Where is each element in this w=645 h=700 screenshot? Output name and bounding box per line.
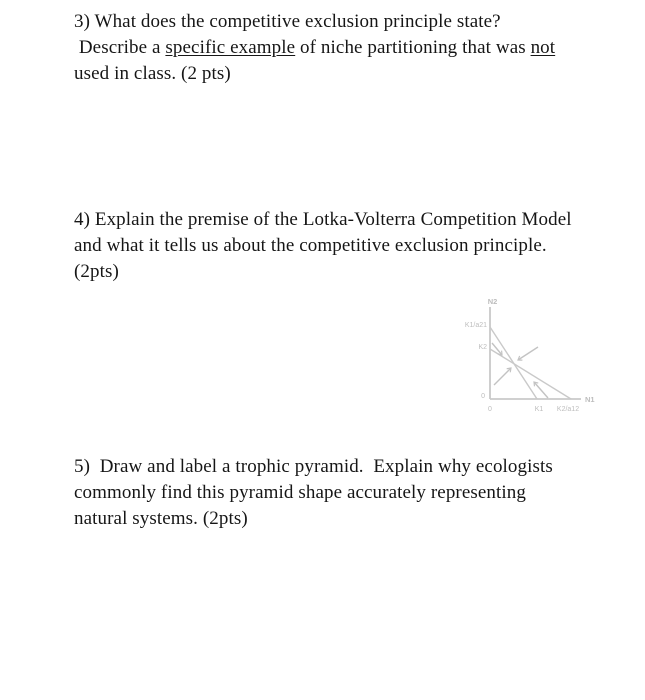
lotka-volterra-isocline-diagram [455, 288, 605, 420]
question-4 [74, 207, 572, 285]
k2-over-a12-tick-label: K2/a12 [556, 406, 580, 413]
question-4-line-1: 4) Explain the premise of the Lotka-Volterra Competition Model [74, 209, 572, 230]
y-origin-zero-label: 0 [481, 393, 485, 400]
question-3 [74, 9, 555, 87]
question-4-line-3: (2pts) [74, 261, 119, 282]
question-4-line-2: and what it tells us about the competitive exclusion principle. [74, 235, 547, 256]
k1-over-a21-tick-label: K1/a21 [464, 322, 487, 329]
question-5-line-2: commonly find this pyramid shape accurately representing [74, 482, 526, 503]
question-3-line-2-start: Describe a [74, 37, 166, 58]
question-5-line-1: 5) Draw and label a trophic pyramid. Explain why ecologists [74, 456, 553, 477]
question-3-line-1: 3) What does the competitive exclusion principle state? [74, 11, 501, 32]
question-5 [74, 454, 553, 532]
arrow-lower-right [534, 382, 548, 398]
question-3-line-2-middle: of niche partitioning that was [295, 37, 531, 58]
arrow-upper-right [518, 347, 538, 360]
question-3-underline-not: not [530, 37, 556, 58]
n2-axis-label: N2 [487, 297, 498, 306]
question-3-line-2 [74, 35, 555, 61]
n1-axis-label: N1 [585, 395, 595, 404]
k2-tick-label: K2 [478, 344, 487, 351]
question-3-underline-specific-example: specific example [165, 37, 296, 58]
species2-isocline-line [490, 349, 571, 399]
x-origin-zero-label: 0 [488, 406, 492, 413]
k1-tick-label: K1 [534, 406, 544, 413]
question-5-line-3: natural systems. (2pts) [74, 508, 248, 529]
arrow-lower-left [494, 368, 511, 385]
question-3-line-3: used in class. (2 pts) [74, 63, 231, 84]
